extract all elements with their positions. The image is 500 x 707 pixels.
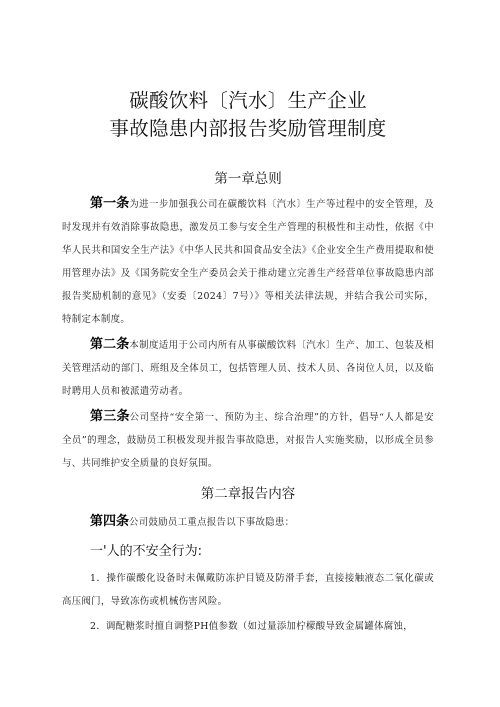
section-heading-1: 一'人的不安全行为: <box>90 544 202 559</box>
chapter-heading-2: 第二章报告内容 <box>200 486 296 502</box>
article-1-text: 为进一步加强我公司在碳酸饮料〔汽水〕生产等过程中的安全管理，及时发现并有效消除事故隐患，激发员工参与安全生产管理的积极性和主动性，依据《中华人民共和国安全生产法》《中华人民共和国食品安全法》《企业安全生产费用提取和使用管理办法》及《国务院安全生产委员会关于推动建立完善生产经营单位事故隐患内部报告奖励机制的意见》（安委〔2024〕7号）》等相关法律法规，并结合我公司实际，特制定本制度。 <box>62 199 434 325</box>
article-2-label: 第二条 <box>90 337 130 352</box>
document-title-line2: 事故隐患内部报告奖励管理制度 <box>109 117 387 140</box>
article-3-text: 公司坚持“安全第一、预防为主、综合治理”的方针，倡导“人人都是安全员”的理念，鼓励员工积极发现并报告事故隐患，对报告人实施奖励，以形成全员参与、共同维护安全质量的良好氛围。 <box>62 412 434 469</box>
chapter-heading-1: 第一章总则 <box>214 171 282 187</box>
document-title-line1: 碳酸饮料〔汽水〕生产企业 <box>129 89 367 112</box>
article-4-text: 公司鼓励员工重点报告以下事故隐患： <box>129 517 295 528</box>
list-item-1: 1．操作碳酸化设备时未佩戴防冻护目镜及防滑手套，直接接触液态二氧化碳或高压阀门，导致冻伤或机械伤害风险。 <box>62 573 434 607</box>
article-3 <box>62 405 434 475</box>
article-4-label: 第四条 <box>90 514 130 529</box>
article-3-label: 第三条 <box>90 409 130 424</box>
article-4 <box>62 510 434 534</box>
article-2-text: 本制度适用于公司内所有从事碳酸饮料〔汽水〕生产、加工、包装及相关管理活动的部门、班组及全体员工，包括管理人员、技术人员、各岗位人员，以及临时聘用人员和被派遣劳动者。 <box>62 340 434 397</box>
list-item-2: 2．调配糖浆时擅自调整PH值参数（如过量添加柠檬酸导致金属罐体腐蚀， <box>90 621 413 632</box>
article-1-label: 第一条 <box>90 196 130 211</box>
article-1 <box>62 192 434 331</box>
article-2 <box>62 333 434 403</box>
